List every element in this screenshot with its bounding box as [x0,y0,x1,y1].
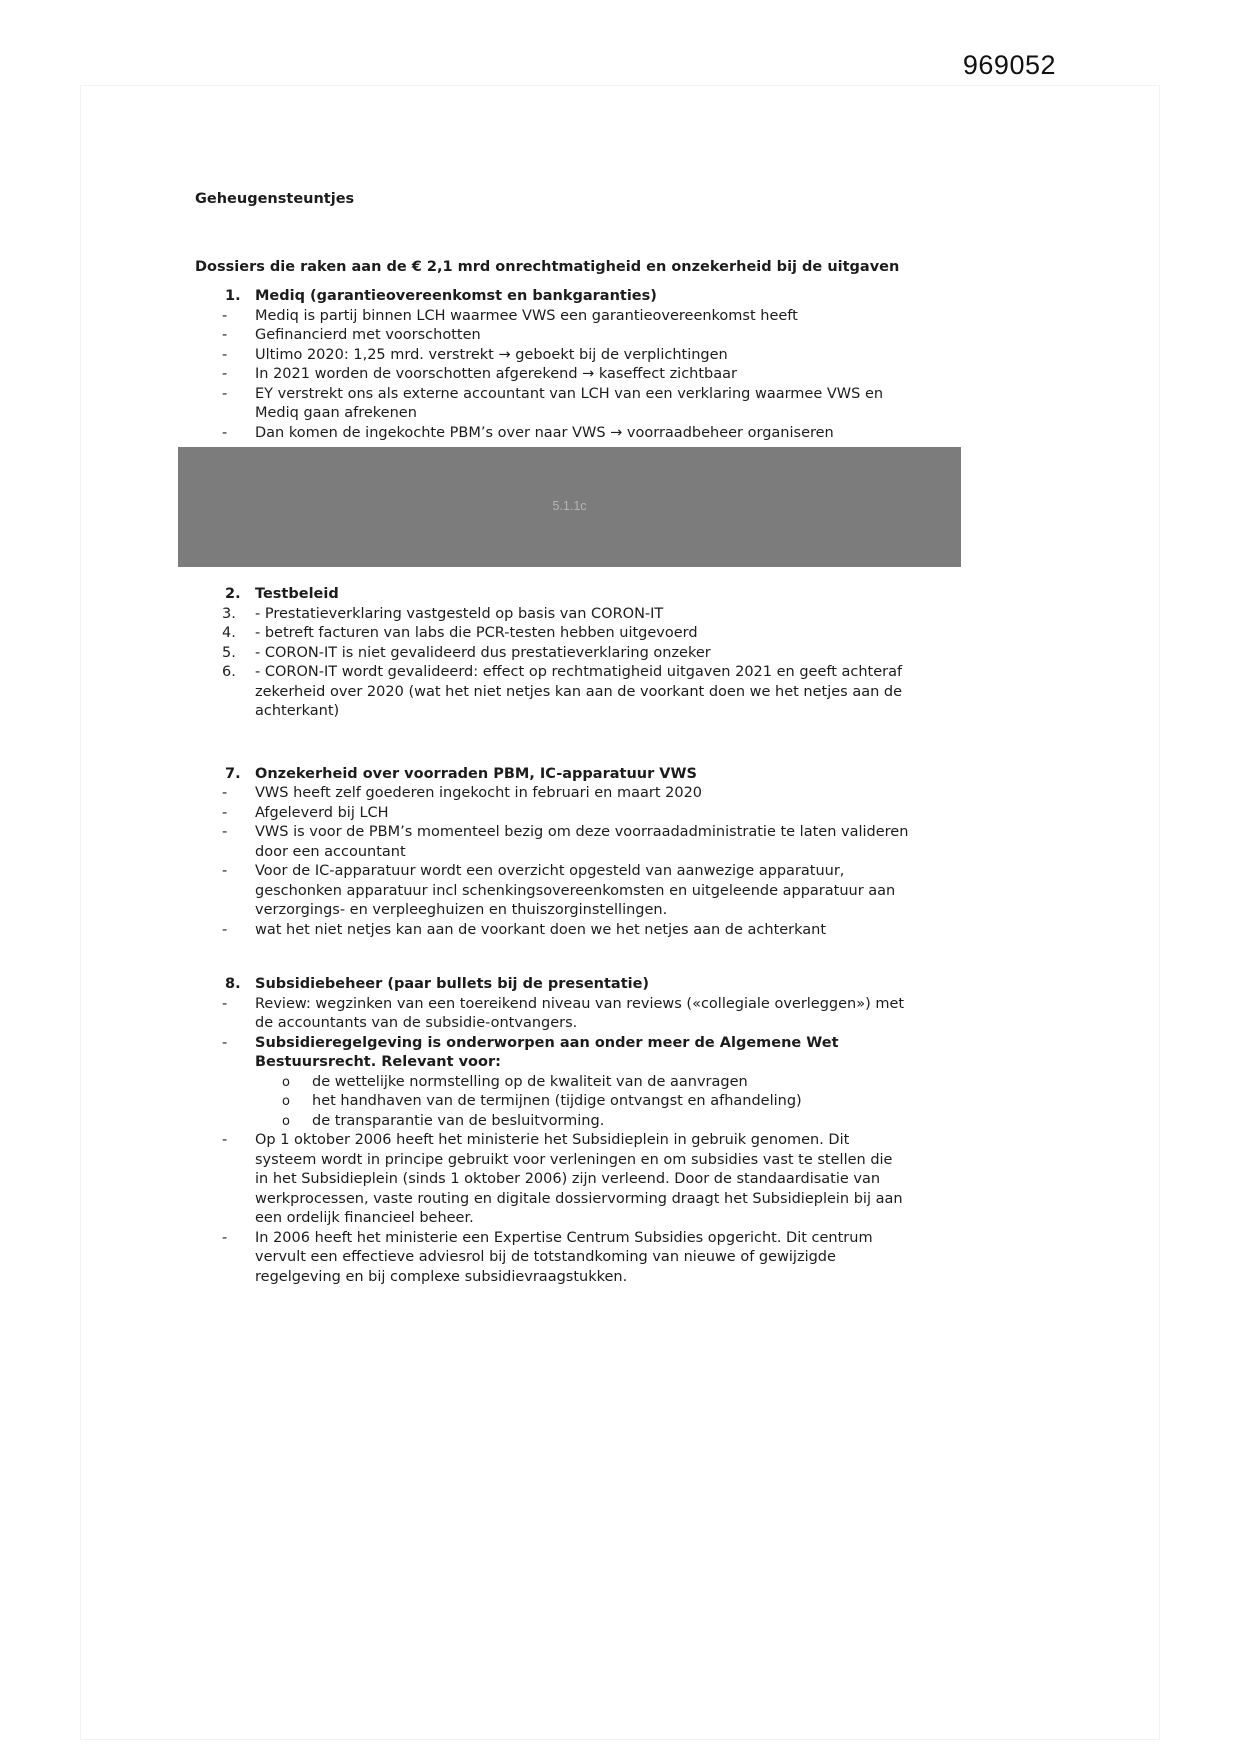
dash-marker: - [222,424,228,441]
dash-marker: - [222,307,228,324]
sub-bullet-text: de wettelijke normstelling op de kwaliteit van de aanvragen [312,1073,748,1090]
redaction-block [178,447,961,567]
dash-marker: - [222,1034,228,1051]
list-item [195,784,910,804]
list-item [195,307,910,327]
sub-list-item [195,1073,910,1093]
item-7-heading [195,765,970,785]
item-6-number: 6. [222,664,236,680]
dossiers-heading: Dossiers die raken aan de € 2,1 mrd onrechtmatigheid en onzekerheid bij de uitgaven [195,258,900,275]
item-4-number: 4. [222,625,236,641]
dash-marker: - [222,785,228,801]
list-item [195,995,910,1034]
circle-marker: o [282,1094,290,1109]
item-3-number: 3. [222,605,236,622]
list-item [195,644,910,664]
list-item [195,1034,910,1073]
bullet-text: Gefinancierd met voorschotten [255,327,481,343]
list-item [195,346,910,366]
list-item [195,424,910,444]
sub-bullet-text: de transparantie van de besluitvorming. [312,1112,605,1129]
document-content [195,190,970,1287]
item-8-title: Subsidiebeheer (paar bullets bij de presentatie) [255,976,650,992]
bullet-text: VWS heeft zelf goederen ingekocht in februari en maart 2020 [255,785,703,801]
bullet-text: - CORON-IT is niet gevalideerd dus prestatieverklaring onzeker [255,644,711,661]
item-1-number: 1. [225,288,241,304]
item-2-title: Testbeleid [255,586,339,602]
item-1-title: Mediq (garantieovereenkomst en bankgaranties) [255,288,657,304]
list-item [195,605,910,625]
bullet-text: VWS is voor de PBM’s momenteel bezig om deze voorraadadministratie te laten valideren door een accountant [255,824,909,860]
dash-marker: - [222,804,228,821]
dash-marker: - [222,921,228,938]
bullet-text: In 2021 worden de voorschotten afgerekend → kaseffect zichtbaar [255,366,737,382]
dash-marker: - [222,995,228,1012]
list-item [195,624,910,644]
list-item [195,804,910,824]
bullet-text: - betreft facturen van labs die PCR-testen hebben uitgevoerd [255,625,698,641]
bullet-text: In 2006 heeft het ministerie een Expertise Centrum Subsidies opgericht. Dit centrum vervult een effectieve adviesrol bij de totstandkoming van nieuwe of gewijzigde regelgeving en bij complexe subsidievraagstukken. [255,1229,873,1285]
item-8-number: 8. [225,976,241,992]
bullet-text: Review: wegzinken van een toereikend niveau van reviews («collegiale overleggen») met de accountants van de subsidie-ontvangers. [255,995,905,1031]
sub-bullet-text: het handhaven van de termijnen (tijdige ontvangst en afhandeling) [312,1093,802,1109]
document-number: 969052 [962,50,1056,80]
item-7-number: 7. [225,765,241,782]
list-item [195,862,910,921]
bullet-text: Op 1 oktober 2006 heeft het ministerie het Subsidieplein in gebruik genomen. Dit systeem wordt in principe gebruikt voor verleningen en om subsidies vast te stellen die in het Subsidieplein (sinds 1 oktober 2006) zijn verleend. Door de standaardisatie van werkprocessen, vaste routing en digitale dossiervorming draagt het Subsidieplein bij aan een ordelijk financieel beheer. [255,1132,903,1226]
dash-marker: - [222,824,228,840]
redaction-code: 5.1.1c [552,499,587,514]
dash-marker: - [222,366,228,382]
list-item [195,326,910,346]
bullet-text: - CORON-IT wordt gevalideerd: effect op rechtmatigheid uitgaven 2021 en geeft achteraf zekerheid over 2020 (wat het niet netjes kan aan de voorkant doen we het netjes aan de achterkant) [255,664,903,719]
list-item [195,385,910,424]
dash-marker: - [222,1132,228,1148]
dash-marker: - [222,385,228,402]
list-item [195,365,910,385]
dash-marker: - [222,863,228,879]
bullet-text: Afgeleverd bij LCH [255,804,389,821]
item-2-heading [195,585,970,605]
item-5-number: 5. [222,644,236,661]
bullet-text: Ultimo 2020: 1,25 mrd. verstrekt → geboekt bij de verplichtingen [255,346,728,363]
bullet-text: Mediq is partij binnen LCH waarmee VWS een garantieovereenkomst heeft [255,307,798,324]
circle-marker: o [282,1113,290,1129]
bullet-text: Voor de IC-apparatuur wordt een overzicht opgesteld van aanwezige apparatuur, geschonken apparatuur incl schenkingsovereenkomsten en uitgeleende apparatuur aan verzorgings- en verpleeghuizen en thuiszorginstellingen. [255,863,896,918]
item-7-title: Onzekerheid over voorraden PBM, IC-apparatuur VWS [255,765,697,782]
sub-list-item [195,1092,910,1112]
dash-marker: - [222,346,228,363]
item-8-heading [195,975,970,995]
list-item [195,1131,910,1229]
bullet-text: EY verstrekt ons als externe accountant van LCH van een verklaring waarmee VWS en Mediq gaan afrekenen [255,385,884,421]
list-item [195,921,910,941]
list-item [195,1229,910,1288]
circle-marker: o [282,1074,290,1090]
bullet-text: Dan komen de ingekochte PBM’s over naar VWS → voorraadbeheer organiseren [255,424,834,441]
list-item [195,823,910,862]
item-2-number: 2. [225,586,241,602]
bullet-text-bold: Subsidieregelgeving is onderworpen aan onder meer de Algemene Wet Bestuursrecht. Relevant voor: [255,1034,839,1070]
dash-marker: - [222,327,228,343]
memo-title: Geheugensteuntjes [195,191,355,207]
bullet-text: - Prestatieverklaring vastgesteld op basis van CORON-IT [255,605,664,622]
sub-list-item [195,1112,910,1132]
list-item [195,663,910,722]
item-1-heading [195,287,970,307]
dash-marker: - [222,1229,228,1246]
bullet-text: wat het niet netjes kan aan de voorkant doen we het netjes aan de achterkant [255,921,827,938]
